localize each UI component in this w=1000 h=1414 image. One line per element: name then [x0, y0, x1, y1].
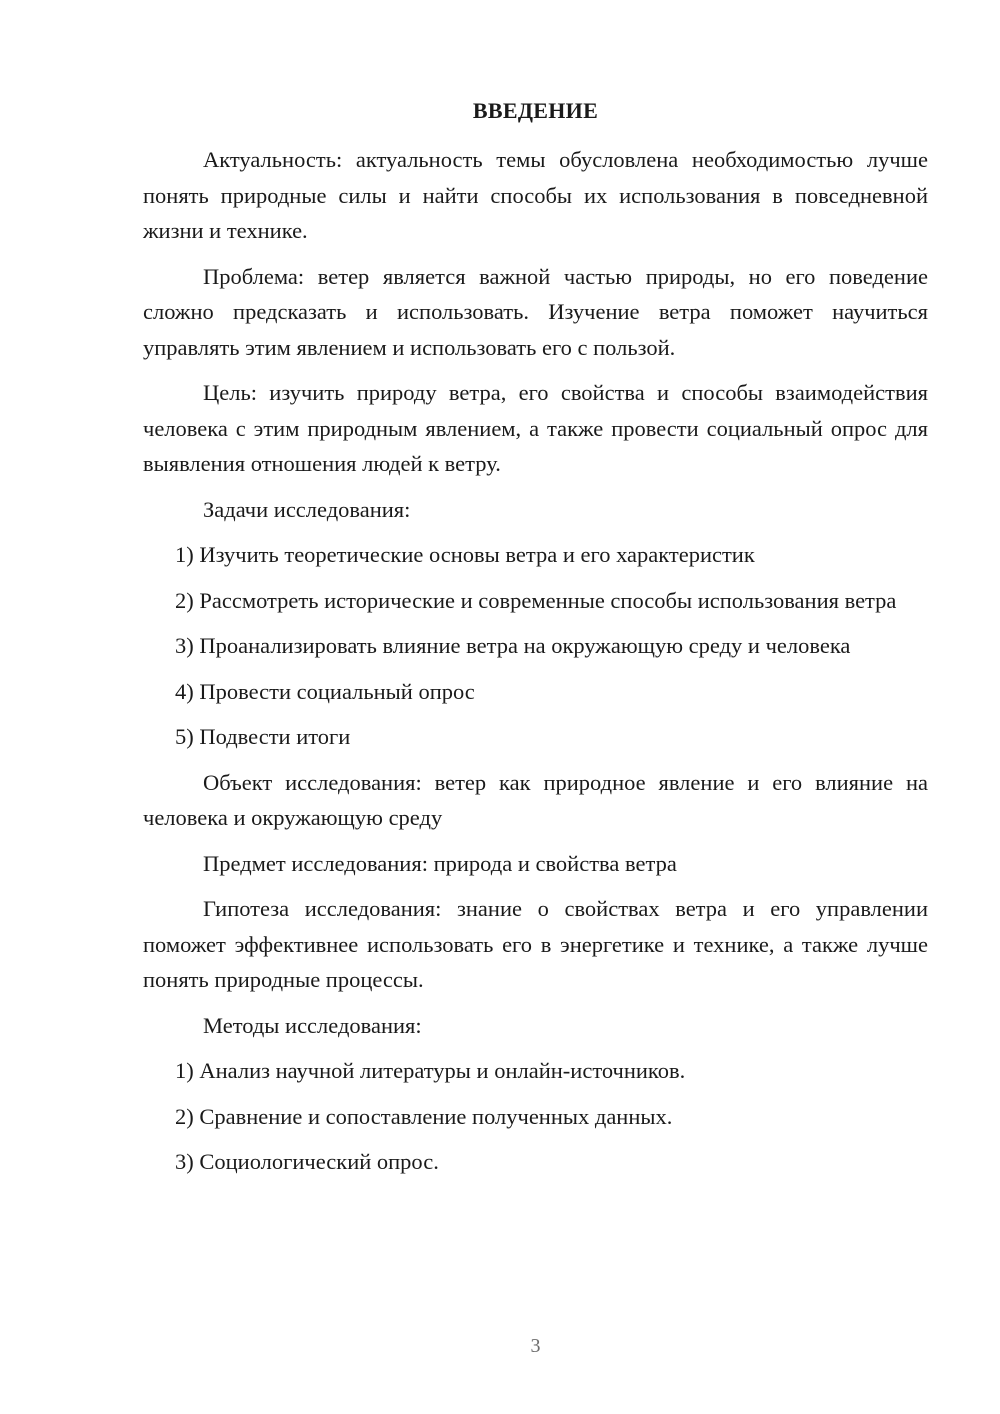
problem-paragraph: Проблема: ветер является важной частью природы, но его поведение сложно предсказать и использовать. Изучение ветра поможет научиться управлять этим явлением и использовать его с пользой.	[143, 263, 928, 360]
task-item: 3) Проанализировать влияние ветра на окружающую среду и человека	[175, 633, 851, 658]
document-page	[143, 0, 928, 1414]
page-number: 3	[530, 1335, 541, 1357]
object-paragraph: Объект исследования: ветер как природное явление и его влияние на человека и окружающую среду	[143, 769, 928, 830]
task-item: 1) Изучить теоретические основы ветра и его характеристик	[175, 542, 755, 567]
method-item: 2) Сравнение и сопоставление полученных данных.	[175, 1103, 673, 1129]
relevance-paragraph: Актуальность: актуальность темы обусловлена необходимостью лучше понять природные силы и найти способы их использования в повседневной жизни и технике.	[143, 147, 928, 243]
hypothesis-paragraph: Гипотеза исследования: знание о свойствах ветра и его управлении поможет эффективнее использовать его в энергетике и технике, а также лучше понять природные процессы.	[143, 896, 928, 992]
subject-paragraph: Предмет исследования: природа и свойства ветра	[203, 850, 677, 876]
method-item: 1) Анализ научной литературы и онлайн-источников.	[175, 1058, 686, 1083]
document-body	[143, 142, 928, 1190]
goal-paragraph: Цель: изучить природу ветра, его свойства и способы взаимодействия человека с этим природным явлением, а также провести социальный опрос для выявления отношения людей к ветру.	[143, 380, 928, 476]
method-item: 3) Социологический опрос.	[175, 1149, 439, 1174]
tasks-heading: Задачи исследования:	[203, 496, 411, 522]
section-title: ВВЕДЕНИЕ	[472, 98, 599, 123]
methods-heading: Методы исследования:	[203, 1012, 422, 1038]
task-item: 5) Подвести итоги	[175, 724, 351, 749]
task-item: 4) Провести социальный опрос	[175, 678, 475, 704]
task-item: 2) Рассмотреть исторические и современные способы использования ветра	[175, 587, 897, 613]
